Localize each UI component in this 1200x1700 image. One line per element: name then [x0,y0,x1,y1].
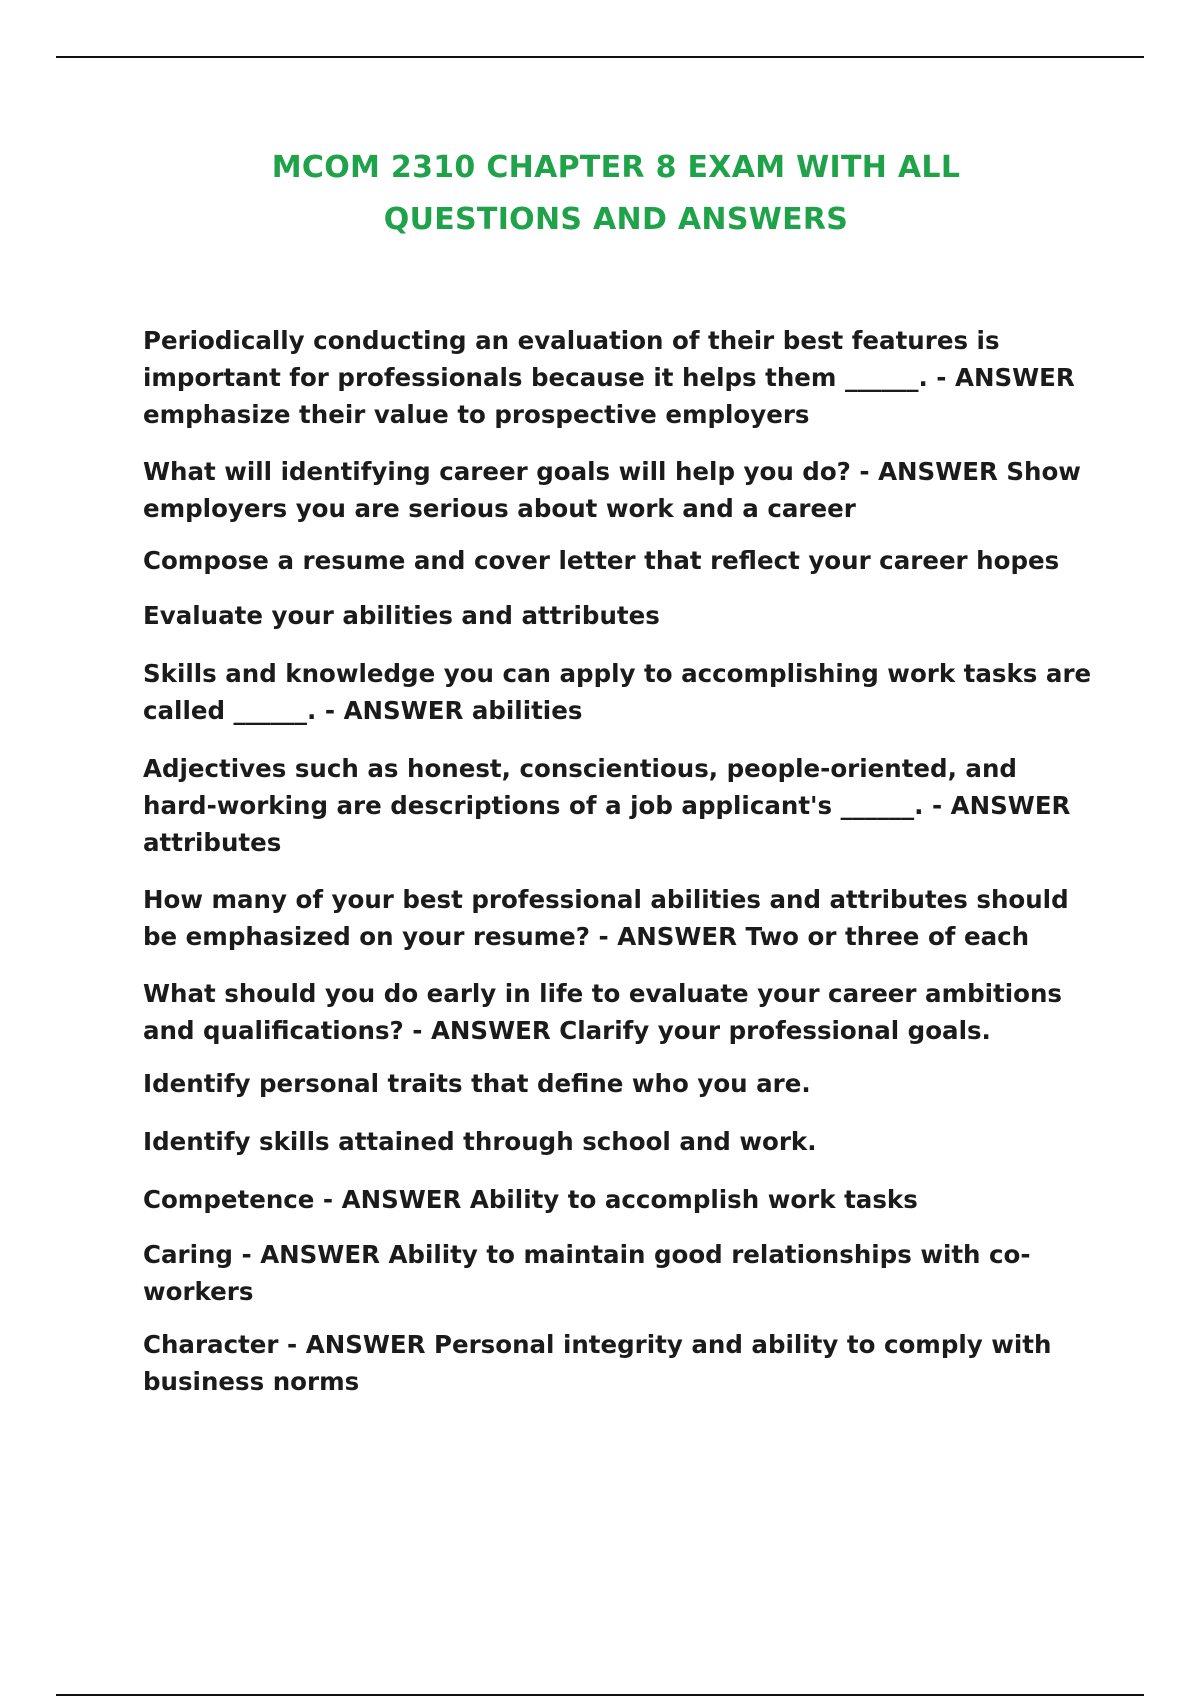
qa-entry: What will identifying career goals will help you do? - ANSWER Show employers you are serious about work and a career [143,457,1081,523]
qa-list [143,322,1093,1400]
qa-entry: Periodically conducting an evaluation of their best features is important for professionals because it helps them ______. - ANSWER emphasize their value to prospective employers [143,326,1075,429]
qa-entry: Identify personal traits that define who you are. [143,1069,811,1098]
qa-entry: Evaluate your abilities and attributes [143,601,660,630]
top-rule [56,56,1144,58]
qa-entry: Adjectives such as honest, conscientious, people-oriented, and hard-working are descriptions of a job applicant's ______. - ANSWER attributes [143,754,1071,857]
qa-entry: Identify skills attained through school and work. [143,1127,817,1156]
qa-entry: Character - ANSWER Personal integrity and ability to comply with business norms [143,1330,1052,1396]
bottom-rule [56,1694,1144,1696]
qa-entry: What should you do early in life to evaluate your career ambitions and qualifications? - ANSWER Clarify your professional goals. [143,979,1063,1045]
title-line-1: MCOM 2310 CHAPTER 8 EXAM WITH ALL [271,150,961,185]
title-line-2: QUESTIONS AND ANSWERS [383,202,849,237]
qa-entry: Competence - ANSWER Ability to accomplish work tasks [143,1185,918,1214]
qa-entry: Skills and knowledge you can apply to accomplishing work tasks are called ______. - ANSWER abilities [143,659,1092,725]
qa-entry: Caring - ANSWER Ability to maintain good relationships with co-workers [143,1240,1031,1306]
qa-entry: Compose a resume and cover letter that reflect your career hopes [143,546,1060,575]
qa-entry: How many of your best professional abilities and attributes should be emphasized on your resume? - ANSWER Two or three of each [143,885,1069,951]
document-title [0,142,1200,246]
